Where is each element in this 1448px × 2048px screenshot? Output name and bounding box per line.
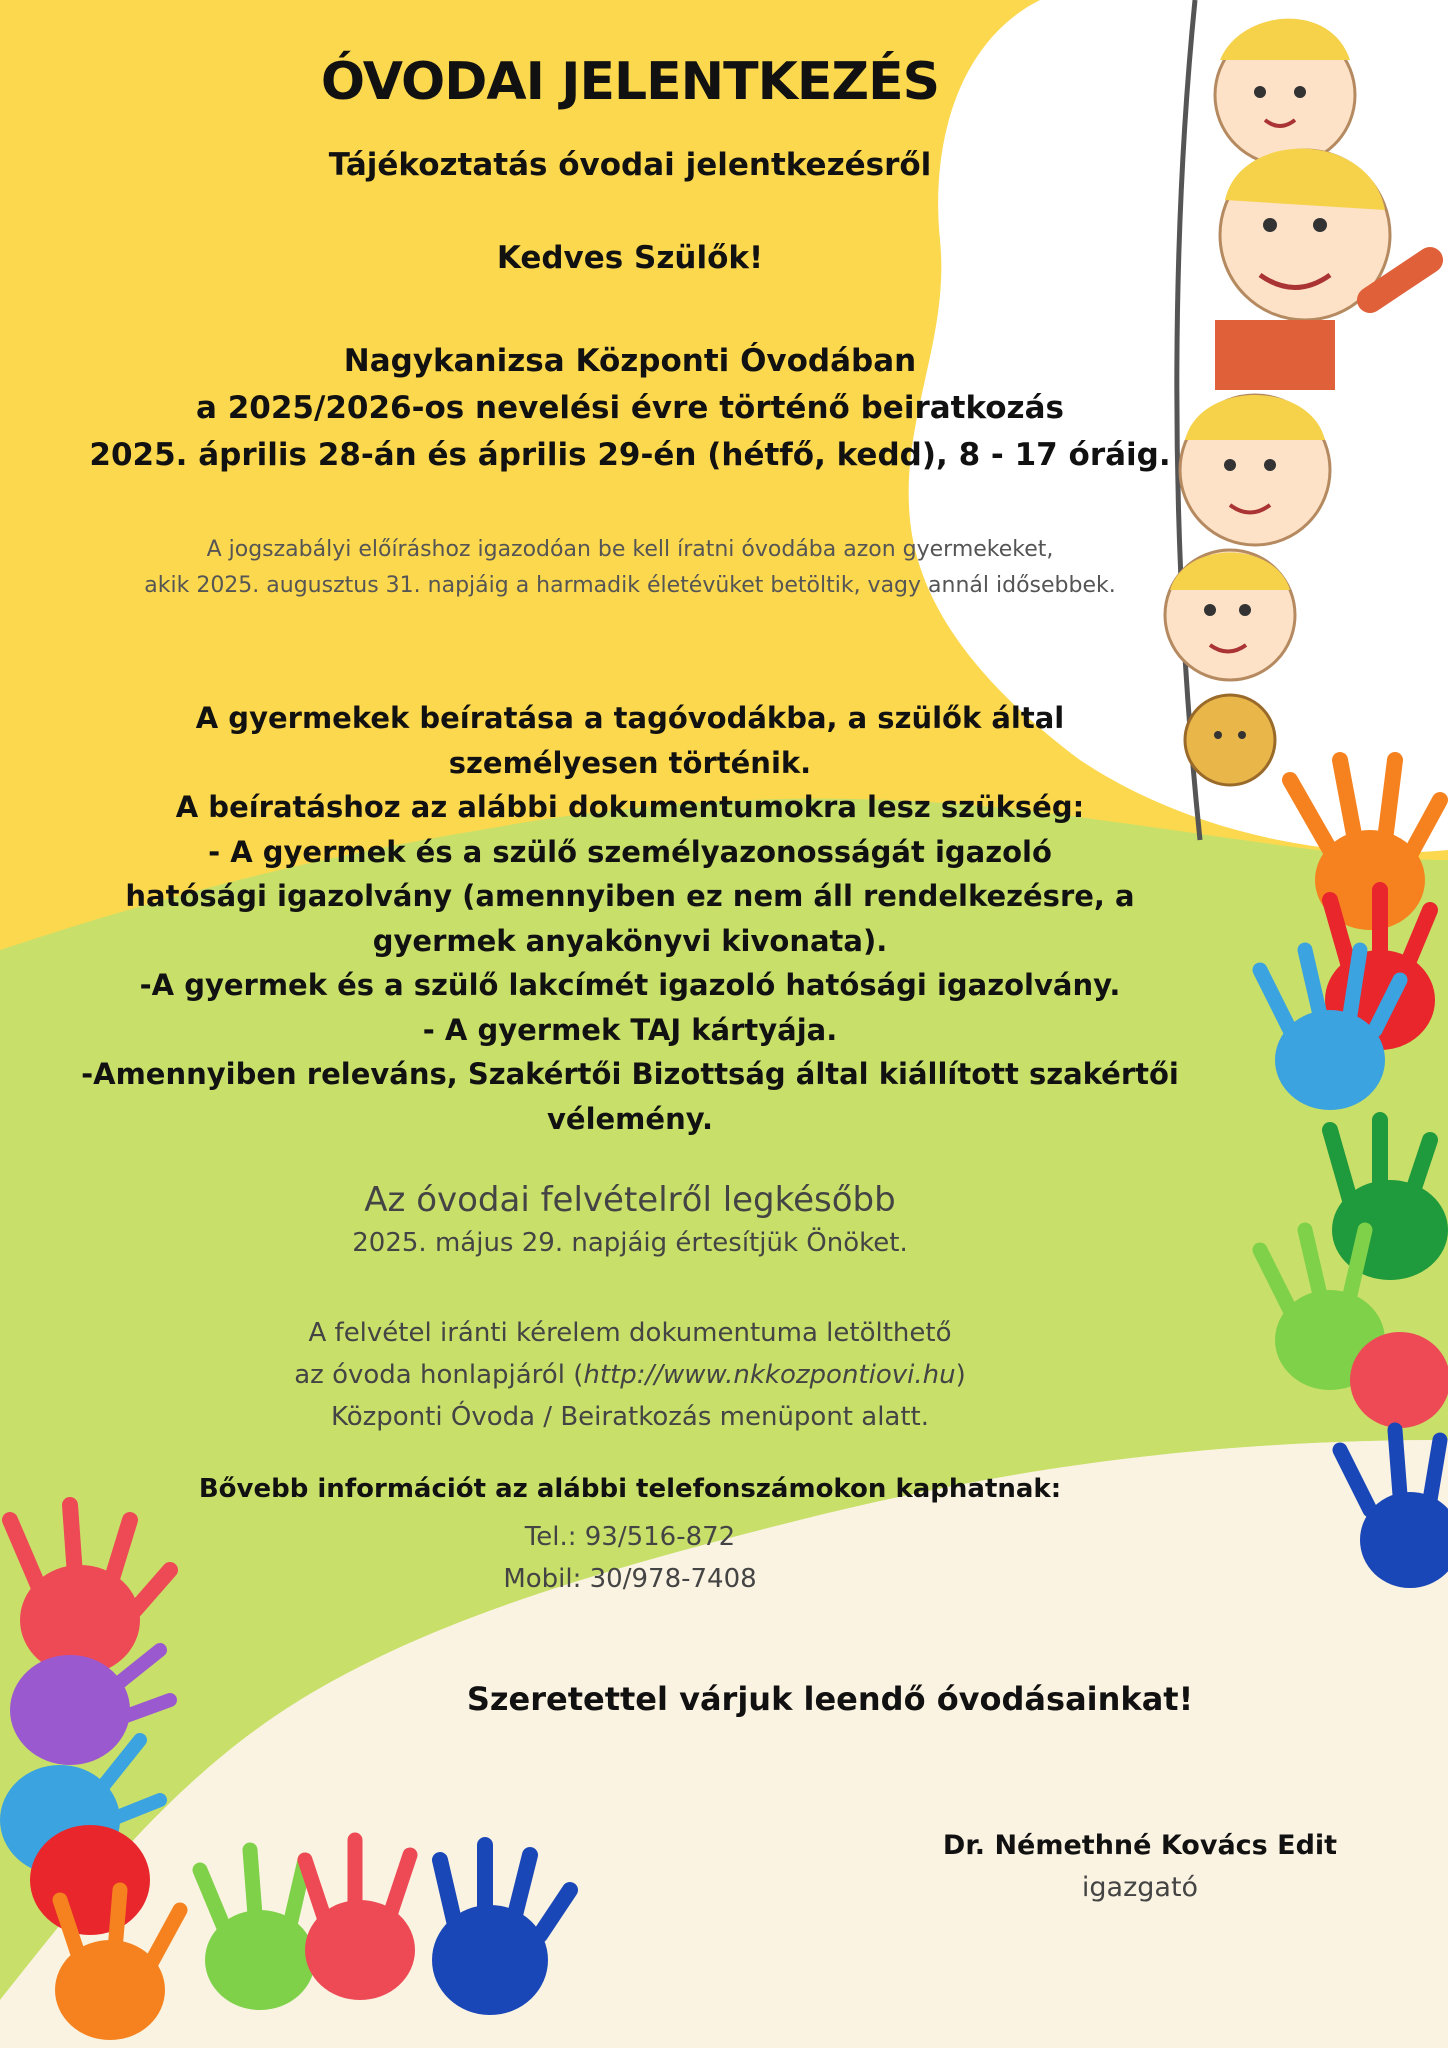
form-line-1: A felvétel iránti kérelem dokumentuma letölthető [308, 1318, 952, 1348]
document-item-1-line-2: hatósági igazolvány (amennyiben ez nem áll rendelkezésre, a [125, 879, 1135, 913]
document-item-1-line-3: gyermek anyakönyvi kivonata). [372, 923, 888, 958]
documents-intro-1: A gyermekek beíratása a tagóvodákba, a szülők által [195, 701, 1065, 735]
enrolment-line-2: a 2025/2026-os nevelési évre történő beiratkozás [196, 390, 1064, 426]
legal-line-2: akik 2025. augusztus 31. napjáig a harmadik életévüket betöltik, vagy annál idősebbek. [144, 573, 1116, 598]
enrolment-line-1: Nagykanizsa Központi Óvodában [343, 343, 917, 379]
form-info [0, 1312, 1260, 1438]
contact-heading: Bővebb információt az alábbi telefonszámokon kaphatnak: [198, 1474, 1062, 1504]
form-line-2 [0, 1354, 1260, 1396]
form-line-3: Központi Óvoda / Beiratkozás menüpont alatt. [330, 1402, 930, 1432]
signature-role: igazgató [1081, 1872, 1199, 1903]
contact-numbers [0, 1516, 1260, 1600]
mobile-number: Mobil: 30/978-7408 [503, 1564, 757, 1594]
enrolment-info [0, 338, 1260, 479]
notice-line-1: Az óvodai felvételről legkésőbb [364, 1180, 896, 1220]
documents-section [60, 696, 1200, 1141]
documents-intro-3: A beíratáshoz az alábbi dokumentumokra lesz szükség: [175, 790, 1085, 824]
documents-intro-2: személyesen történik. [448, 745, 812, 780]
page-title: ÓVODAI JELENTKEZÉS [320, 52, 940, 112]
form-line-2-suffix: ) [955, 1360, 966, 1390]
greeting: Kedves Szülők! [496, 240, 764, 276]
enrolment-line-3: 2025. április 28-án és április 29-én (hétfő, kedd), 8 - 17 óráig. [89, 437, 1171, 473]
phone-number: Tel.: 93/516-872 [524, 1522, 736, 1552]
form-line-2-prefix: az óvoda honlapjáról ( [294, 1360, 584, 1390]
subtitle: Tájékoztatás óvodai jelentkezésről [328, 147, 932, 183]
document-item-4-line-2: vélemény. [547, 1101, 713, 1136]
signature-name: Dr. Némethné Kovács Edit [942, 1830, 1338, 1861]
document-item-4-line-1: -Amennyiben releváns, Szakértői Bizottság által kiállított szakértői [81, 1057, 1179, 1091]
legal-note [0, 532, 1260, 604]
notice-line-2: 2025. május 29. napjáig értesítjük Önöket. [352, 1228, 908, 1258]
document-item-1-line-1: - A gyermek és a szülő személyazonosságát igazoló [208, 834, 1052, 869]
website-link[interactable]: http://www.nkkozpontiovi.hu [583, 1360, 956, 1390]
document-item-3: - A gyermek TAJ kártyája. [422, 1012, 838, 1047]
legal-line-1: A jogszabályi előíráshoz igazodóan be kell íratni óvodába azon gyermekeket, [206, 537, 1054, 562]
document-item-2: -A gyermek és a szülő lakcímét igazoló hatósági igazolvány. [139, 968, 1121, 1002]
welcome-message: Szeretettel várjuk leendő óvodásainkat! [466, 1680, 1194, 1718]
